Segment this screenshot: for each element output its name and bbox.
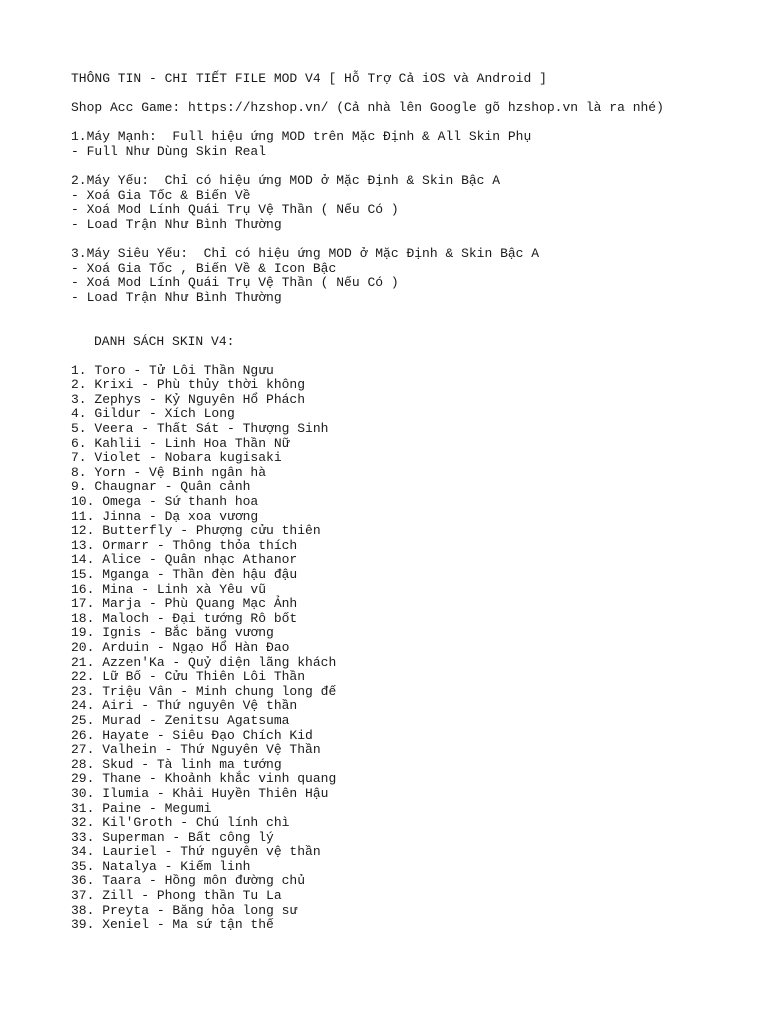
skin-list-item: 15. Mganga - Thần đèn hậu đậu [71, 567, 298, 582]
device-tier-section [71, 247, 751, 305]
skin-list-item: 39. Xeniel - Ma sứ tận thế [71, 917, 274, 933]
skin-list-item: 17. Marja - Phù Quang Mạc Ảnh [71, 596, 298, 612]
skin-list-item: 7. Violet - Nobara kugisaki [71, 450, 282, 466]
device-tier-item: - Xoá Gia Tốc & Biến Về [71, 187, 251, 203]
skin-list-item: 2. Krixi - Phù thủy thời không [71, 377, 306, 393]
skin-list-item: 1. Toro - Tử Lôi Thần Ngưu [71, 362, 274, 378]
skin-list-item: 35. Natalya - Kiếm linh [71, 858, 251, 874]
device-tier-item: - Load Trận Như Bình Thường [71, 289, 282, 305]
skin-list-item: 18. Maloch - Đại tướng Rô bốt [71, 610, 298, 626]
skin-list-item: 26. Hayate - Siêu Đạo Chích Kid [71, 727, 313, 743]
device-tier-item: - Xoá Mod Lính Quái Trụ Vệ Thần ( Nếu Có ) [71, 202, 399, 218]
skin-list-item: 21. Azzen'Ka - Quỷ diện lãng khách [71, 654, 337, 670]
device-tier-heading: 2.Máy Yếu: Chỉ có hiệu ứng MOD ở Mặc Định & Skin Bậc A [71, 173, 501, 189]
skin-list-item: 19. Ignis - Bắc băng vương [71, 625, 274, 641]
skin-list-item: 32. Kil'Groth - Chú lính chì [71, 815, 290, 831]
skin-list-item: 37. Zill - Phong thần Tu La [71, 888, 282, 904]
skin-list-item: 4. Gildur - Xích Long [71, 406, 235, 422]
skin-list-item: 11. Jinna - Dạ xoa vương [71, 508, 259, 524]
skin-list [71, 364, 751, 933]
device-tier-item: - Load Trận Như Bình Thường [71, 216, 282, 232]
skin-list-item: 6. Kahlii - Linh Hoa Thần Nữ [71, 435, 290, 451]
skin-list-item: 5. Veera - Thất Sát - Thượng Sinh [71, 421, 329, 437]
skin-list-item: 3. Zephys - Kỷ Nguyên Hổ Phách [71, 391, 306, 407]
document-body [71, 72, 751, 933]
device-tier-heading: 1.Máy Mạnh: Full hiệu ứng MOD trên Mặc Định & All Skin Phụ [71, 129, 532, 145]
document-title: THÔNG TIN - CHI TIẾT FILE MOD V4 [ Hỗ Trợ Cả iOS và Android ] [71, 71, 547, 86]
device-tier-item: - Full Như Dùng Skin Real [71, 143, 267, 159]
device-tier-section [71, 130, 751, 159]
skin-list-item: 28. Skud - Tà linh ma tướng [71, 756, 282, 772]
skin-list-item: 16. Mina - Linh xà Yêu vũ [71, 581, 267, 597]
device-tier-item: - Xoá Mod Lính Quái Trụ Vệ Thần ( Nếu Có ) [71, 275, 399, 291]
skin-list-item: 14. Alice - Quân nhạc Athanor [71, 552, 298, 568]
skin-list-item: 27. Valhein - Thứ Nguyên Vệ Thần [71, 742, 321, 758]
skin-list-item: 25. Murad - Zenitsu Agatsuma [71, 712, 290, 728]
skin-list-item: 13. Ormarr - Thông thỏa thích [71, 537, 298, 553]
skin-list-item: 8. Yorn - Vệ Binh ngân hà [71, 464, 267, 480]
skin-list-item: 24. Airi - Thứ nguyên Vệ thần [71, 698, 298, 714]
device-tier-section [71, 174, 751, 232]
skin-list-item: 10. Omega - Sứ thanh hoa [71, 494, 259, 510]
skin-list-item: 36. Taara - Hồng môn đường chủ [71, 873, 306, 889]
skin-list-heading: DANH SÁCH SKIN V4: [94, 333, 235, 349]
skin-list-item: 29. Thane - Khoảnh khắc vinh quang [71, 771, 337, 787]
device-tier-sections [71, 130, 751, 305]
skin-list-item: 22. Lữ Bố - Cửu Thiên Lôi Thần [71, 669, 306, 685]
skin-list-item: 23. Triệu Vân - Minh chung long đế [71, 683, 337, 699]
shop-info-line: Shop Acc Game: https://hzshop.vn/ (Cả nhà lên Google gõ hzshop.vn là ra nhé) [71, 100, 664, 116]
skin-list-item: 38. Preyta - Băng hỏa long sư [71, 902, 298, 918]
skin-list-item: 34. Lauriel - Thứ nguyên vệ thần [71, 844, 321, 860]
skin-list-item: 9. Chaugnar - Quân cảnh [71, 479, 251, 495]
device-tier-item: - Xoá Gia Tốc , Biến Về & Icon Bậc [71, 260, 337, 276]
skin-list-item: 30. Ilumia - Khải Huyền Thiên Hậu [71, 785, 329, 801]
skin-list-item: 31. Paine - Megumi [71, 800, 212, 816]
skin-list-item: 12. Butterfly - Phượng cửu thiên [71, 523, 321, 539]
skin-list-item: 33. Superman - Bất công lý [71, 829, 274, 845]
skin-list-item: 20. Arduin - Ngạo Hổ Hàn Đao [71, 639, 290, 655]
device-tier-heading: 3.Máy Siêu Yếu: Chỉ có hiệu ứng MOD ở Mặc Định & Skin Bậc A [71, 246, 540, 262]
